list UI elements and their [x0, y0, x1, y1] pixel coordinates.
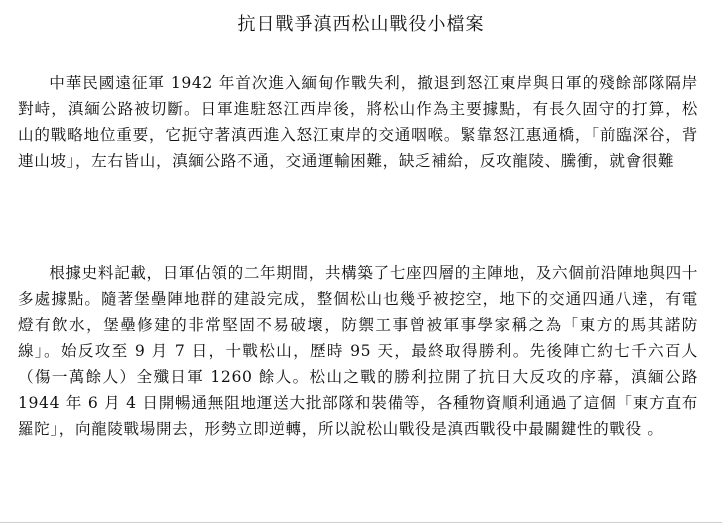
page-divider [0, 522, 722, 523]
paragraph-battle-history: 根據史料記載，日軍佔領的二年期間，共構築了七座四層的主陣地，及六個前沿陣地與四十多處據點。隨著堡壘陣地群的建設完成，整個松山也幾乎被挖空，地下的交通四通八達，有電燈有飲水，堡壘修建的非常堅固不易破壞，防禦工事曾被軍事學家稱之為「東方的馬其諾防線」。始反攻至 9 月 7 日，十戰松山，歷時 95 天，最終取得勝利。先後陣亡約七千六百人（傷一萬餘人）全殲日軍 1260 餘人。松山之戰的勝利拉開了抗日大反攻的序幕，滇緬公路 1944 年 6 月 4 日開暢通無阻地運送大批部隊和裝備等，各種物資順利通過了這個「東方直布羅陀」，向龍陵戰場開去，形勢立即逆轉，所以說松山戰役是滇西戰役中最關鍵性的戰役 。 [18, 264, 715, 438]
document-title: 抗日戰爭滇西松山戰役小檔案 [237, 14, 485, 35]
paragraph-background: 中華民國遠征軍 1942 年首次進入緬甸作戰失利，撤退到怒江東岸與日軍的殘餘部隊隔岸對峙，滇緬公路被切斷。日軍進駐怒江西岸後，將松山作為主要據點，有長久固守的打算，松山的戰略地位重要，它扼守著滇西進入怒江東岸的交通咽喉。緊靠怒江惠通橋，「前臨深谷，背連山坡」，左右皆山，滇緬公路不通，交通運輸困難，缺乏補給，反攻龍陵、騰衝，就會很難 [18, 74, 698, 170]
